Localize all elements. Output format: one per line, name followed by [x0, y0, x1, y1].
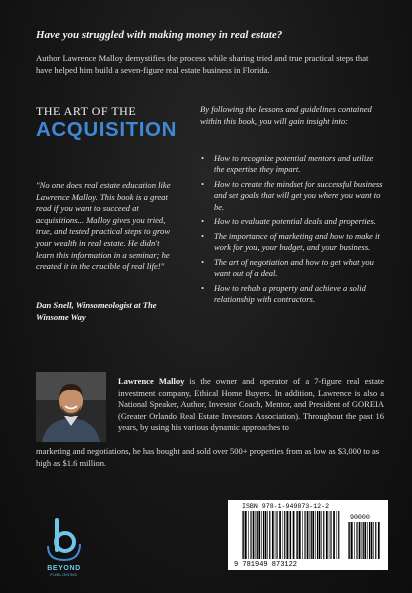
barcode-bar	[283, 511, 284, 559]
bullet-text: How to rehab a property and achieve a solid relationship with contractors.	[214, 283, 366, 305]
author-bio-continued: marketing and negotiations, he has bought and sold over 500+ properties from as low as $3,000 to as high as $1.6 million.	[36, 446, 380, 468]
barcode-bar	[312, 511, 314, 559]
barcode-bar	[250, 511, 251, 559]
barcode-bar	[375, 522, 376, 559]
barcode-bar	[317, 511, 318, 559]
barcode-bar	[265, 511, 267, 559]
insights-lead: By following the lessons and guidelines contained within this book, you will gain insight into:	[200, 104, 372, 126]
bullet-icon: •	[201, 257, 204, 267]
barcode-bar	[269, 511, 270, 559]
barcode-bar	[267, 511, 268, 559]
barcode-bar	[323, 511, 324, 559]
list-item	[200, 179, 384, 213]
publisher-logo-icon	[36, 516, 92, 564]
barcode-bar	[263, 511, 264, 559]
author-portrait-icon	[36, 372, 106, 442]
barcode-bar	[279, 511, 281, 559]
barcode-bar	[364, 522, 366, 559]
barcode-bar	[362, 522, 363, 559]
barcode-bar	[304, 511, 305, 559]
barcode-bar	[310, 511, 311, 559]
bullet-icon: •	[201, 283, 204, 293]
isbn-label: ISBN 978-1-949873-12-2	[242, 503, 330, 510]
barcode-bar	[326, 511, 328, 559]
barcode-bar	[315, 511, 316, 559]
barcode-bar	[253, 511, 255, 559]
barcode-bar	[356, 522, 357, 559]
barcode-bar	[296, 511, 297, 559]
barcode-bar	[373, 522, 374, 559]
author-bio	[118, 376, 384, 434]
barcode-number: 9 781949 873122	[234, 561, 298, 569]
barcode-bar	[369, 522, 370, 559]
barcode-bar	[348, 522, 349, 559]
bullet-text: How to recognize potential mentors and utilize the expertise they impart.	[214, 153, 374, 175]
bullet-text: How to create the mindset for successful business and set goals that will get you where you want to be.	[214, 179, 383, 212]
barcode-bar	[275, 511, 276, 559]
list-item	[200, 153, 384, 176]
list-item	[200, 283, 384, 306]
list-item	[200, 231, 384, 254]
barcode-bar	[354, 522, 355, 559]
barcode-bar	[272, 511, 274, 559]
barcode-bar	[284, 511, 285, 559]
endorsement-quote: "No one does real estate education like Lawrence Malloy. This book is a great read if you want to succeed at acquisitions... Malloy gives you tried, true, and tested practical steps to grow your wealth in real estate. He didn't learn this information in a seminar; he created it in the crucible of real life!"	[36, 180, 171, 272]
barcode-bar	[367, 522, 368, 559]
barcode-icon	[228, 500, 388, 570]
barcode-bar	[243, 511, 244, 559]
barcode-bar	[297, 511, 298, 559]
bullet-text: The art of negotiation and how to get what you want out of a deal.	[214, 257, 374, 279]
barcode-bar	[290, 511, 291, 559]
bullet-icon: •	[201, 231, 204, 241]
barcode-bar	[256, 511, 257, 559]
barcode-bar	[378, 522, 380, 559]
barcode-bar	[333, 511, 335, 559]
barcode-bar	[371, 522, 373, 559]
list-item	[200, 216, 384, 227]
barcode-bar	[330, 511, 331, 559]
barcode-bar	[299, 511, 301, 559]
barcode-bar	[258, 511, 260, 559]
headline: Have you struggled with making money in real estate?	[36, 29, 283, 41]
publisher-name: BEYOND	[47, 565, 81, 572]
author-name: Lawrence Malloy	[118, 376, 185, 386]
publisher-tagline: PUBLISHING	[50, 573, 78, 577]
barcode-bar	[302, 511, 303, 559]
barcode-bar	[261, 511, 262, 559]
barcode-bar	[337, 511, 338, 559]
barcode-bar	[338, 511, 339, 559]
insights-list	[200, 153, 384, 309]
barcode-bar	[293, 511, 295, 559]
barcode-bar	[245, 511, 247, 559]
barcode-bar	[321, 511, 322, 559]
barcode-bar	[242, 511, 243, 559]
barcode-bar	[311, 511, 312, 559]
intro-paragraph: Author Lawrence Malloy demystifies the process while sharing tried and true practical steps that have helped him build a seven-figure real estate business in Florida.	[36, 53, 369, 75]
book-title-line1: THE ART OF THE	[36, 104, 137, 118]
barcode-bar	[307, 511, 309, 559]
list-item	[200, 257, 384, 280]
barcode-bar	[363, 522, 364, 559]
bullet-icon: •	[201, 179, 204, 189]
barcode-bar	[359, 522, 361, 559]
barcode-bar	[351, 522, 353, 559]
bullet-text: How to evaluate potential deals and properties.	[214, 216, 376, 227]
author-bio-text: is the owner and operator of a 7-figure real estate investment company, Ethical Home Buyers. In addition, Lawrence is also a National Speaker, Author, Investor Coach, Mentor, and President of GOREIA (Greater Orlando Real Estate Investors Association). Throughout the past 16 years, by using his various dynamic approaches to	[118, 376, 385, 432]
barcode-bar	[289, 511, 290, 559]
price-code: 90000	[350, 514, 370, 521]
barcode-bar	[286, 511, 288, 559]
bullet-icon: •	[201, 153, 204, 163]
endorsement-author: Dan Snell, Winsomeologist at The Winsome Way	[36, 300, 157, 322]
barcode-bar	[329, 511, 330, 559]
book-title-line2: ACQUISITION	[36, 118, 177, 141]
author-photo	[36, 372, 106, 442]
isbn-barcode	[228, 500, 388, 570]
barcode-bar	[248, 511, 249, 559]
barcode-bar	[349, 522, 350, 559]
barcode-bar	[257, 511, 258, 559]
bullet-text: The importance of marketing and how to make it work for you, your budget, and your business.	[214, 231, 380, 253]
bullet-icon: •	[201, 216, 204, 227]
barcode-bar	[319, 511, 321, 559]
barcode-bar	[276, 511, 277, 559]
